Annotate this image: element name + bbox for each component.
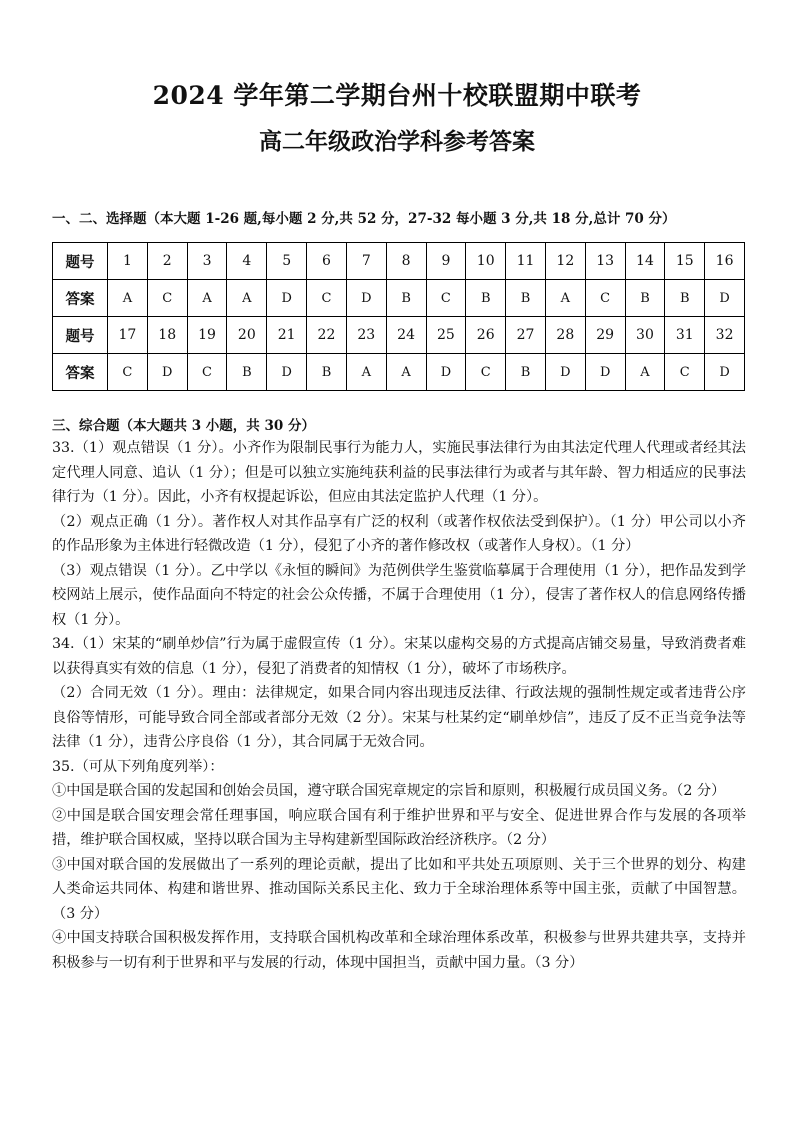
answer-cell: C xyxy=(466,354,506,391)
page-title: 2024 学年第二学期台州十校联盟期中联考 xyxy=(152,81,642,110)
answer-cell: A xyxy=(625,354,665,391)
table-row xyxy=(53,317,745,354)
answer-cell: A xyxy=(187,280,227,317)
question-number-cell: 27 xyxy=(506,317,546,354)
answer-cell: D xyxy=(267,280,307,317)
answer-paragraph: ①中国是联合国的发起国和创始会员国，遵守联合国宪章规定的宗旨和原则，积极履行成员国义务。（2 分） xyxy=(52,783,726,799)
question-number-cell: 4 xyxy=(227,243,267,280)
answer-cell: C xyxy=(665,354,705,391)
answer-cell: A xyxy=(545,280,585,317)
table-row xyxy=(53,243,745,280)
question-number-cell: 6 xyxy=(307,243,347,280)
question-number-cell: 32 xyxy=(705,317,745,354)
question-number-cell: 5 xyxy=(267,243,307,280)
table-row xyxy=(53,280,745,317)
question-number-cell: 15 xyxy=(665,243,705,280)
question-number-cell: 20 xyxy=(227,317,267,354)
question-number-cell: 28 xyxy=(545,317,585,354)
question-number-cell: 8 xyxy=(386,243,426,280)
answer-paragraph: ④中国支持联合国积极发挥作用，支持联合国机构改革和全球治理体系改革，积极参与世界共建共享，支持并积极参与一切有利于世界和平与发展的行动，体现中国担当，贡献中国力量。（3 分） xyxy=(52,930,746,971)
question-number-cell: 14 xyxy=(625,243,665,280)
section-heading-comprehensive: 三、综合题（本大题共 3 小题，共 30 分） xyxy=(52,418,315,434)
question-number-cell: 17 xyxy=(108,317,148,354)
answer-cell: D xyxy=(545,354,585,391)
answer-cell: D xyxy=(705,354,745,391)
answer-cell: B xyxy=(625,280,665,317)
answer-cell: D xyxy=(147,354,187,391)
page-subtitle: 高二年级政治学科参考答案 xyxy=(259,128,535,155)
question-number-cell: 11 xyxy=(506,243,546,280)
answer-cell: C xyxy=(147,280,187,317)
question-number-cell: 19 xyxy=(187,317,227,354)
question-number-cell: 7 xyxy=(346,243,386,280)
answer-cell: B xyxy=(466,280,506,317)
question-number-cell: 12 xyxy=(545,243,585,280)
question-number-cell: 26 xyxy=(466,317,506,354)
table-row xyxy=(53,354,745,391)
answer-paragraph: （2）观点正确（1 分）。著作权人对其作品享有广泛的权利（或著作权依法受到保护）。（1 分）甲公司以小齐的作品形象为主体进行轻微改造（1 分），侵犯了小齐的著作修改权（或著作人身权）。（1 分） xyxy=(52,513,746,554)
answer-cell: B xyxy=(506,354,546,391)
answer-cell: C xyxy=(307,280,347,317)
question-number-cell: 29 xyxy=(585,317,625,354)
answer-paragraph: ③中国对联合国的发展做出了一系列的理论贡献，提出了比如和平共处五项原则、关于三个世界的划分、构建人类命运共同体、构建和谐世界、推动国际关系民主化、致力于全球治理体系等中国主张，贡献了中国智慧。（3 分） xyxy=(52,856,746,922)
question-number-cell: 31 xyxy=(665,317,705,354)
row-label: 题号 xyxy=(53,243,108,280)
section-heading-choice: 一、二、选择题（本大题 1-26 题,每小题 2 分,共 52 分，27-32 每小题 3 分,共 18 分,总计 70 分） xyxy=(52,211,676,227)
answer-body xyxy=(52,436,746,975)
question-number-cell: 22 xyxy=(307,317,347,354)
answer-cell: B xyxy=(386,280,426,317)
answer-cell: D xyxy=(585,354,625,391)
answer-cell: B xyxy=(506,280,546,317)
answer-cell: C xyxy=(426,280,466,317)
answer-cell: D xyxy=(705,280,745,317)
answer-paragraph: ②中国是联合国安理会常任理事国，响应联合国有利于维护世界和平与安全、促进世界合作与发展的各项举措，维护联合国权威，坚持以联合国为主导构建新型国际政治经济秩序。（2 分） xyxy=(52,807,746,848)
answer-cell: D xyxy=(346,280,386,317)
question-number-cell: 18 xyxy=(147,317,187,354)
answer-cell: B xyxy=(665,280,705,317)
question-number-cell: 24 xyxy=(386,317,426,354)
row-label: 答案 xyxy=(53,280,108,317)
question-number-cell: 16 xyxy=(705,243,745,280)
answer-cell: C xyxy=(108,354,148,391)
row-label: 答案 xyxy=(53,354,108,391)
answer-paragraph: 35.（可从下列角度列举）： xyxy=(52,758,224,775)
answer-cell: C xyxy=(187,354,227,391)
question-number-cell: 1 xyxy=(108,243,148,280)
row-label: 题号 xyxy=(53,317,108,354)
question-number-cell: 25 xyxy=(426,317,466,354)
answer-table xyxy=(52,242,745,391)
question-number-cell: 13 xyxy=(585,243,625,280)
answer-cell: A xyxy=(227,280,267,317)
answer-paragraph: （2）合同无效（1 分）。理由：法律规定，如果合同内容出现违反法律、行政法规的强制性规定或者违背公序良俗等情形，可能导致合同全部或者部分无效（2 分）。宋某与杜某约定“刷单炒信”，违反了反不正当竞争法等法律（1 分），违背公序良俗（1 分），其合同属于无效合同。 xyxy=(52,685,746,750)
answer-paragraph: 33.（1）观点错误（1 分）。小齐作为限制民事行为能力人，实施民事法律行为由其法定代理人代理或者经其法定代理人同意、追认（1 分）；但是可以独立实施纯获利益的民事法律行为或者与其年龄、智力相适应的民事法律行为（1 分）。因此，小齐有权提起诉讼，但应由其法定监护人代理（1 分）。 xyxy=(52,440,746,505)
answer-paragraph: （3）观点错误（1 分）。乙中学以《永恒的瞬间》为范例供学生鉴赏临摹属于合理使用（1 分），把作品发到学校网站上展示，使作品面向不特定的社会公众传播，不属于合理使用（1 分），侵害了著作权人的信息网络传播权（1 分）。 xyxy=(52,562,746,628)
answer-cell: C xyxy=(585,280,625,317)
question-number-cell: 30 xyxy=(625,317,665,354)
question-number-cell: 23 xyxy=(346,317,386,354)
question-number-cell: 3 xyxy=(187,243,227,280)
answer-cell: D xyxy=(267,354,307,391)
question-number-cell: 10 xyxy=(466,243,506,280)
question-number-cell: 9 xyxy=(426,243,466,280)
answer-cell: B xyxy=(227,354,267,391)
question-number-cell: 2 xyxy=(147,243,187,280)
answer-cell: A xyxy=(108,280,148,317)
answer-cell: A xyxy=(346,354,386,391)
answer-cell: D xyxy=(426,354,466,391)
question-number-cell: 21 xyxy=(267,317,307,354)
answer-cell: A xyxy=(386,354,426,391)
answer-paragraph: 34.（1）宋某的“刷单炒信”行为属于虚假宣传（1 分）。宋某以虚构交易的方式提高店铺交易量，导致消费者难以获得真实有效的信息（1 分），侵犯了消费者的知情权（1 分），破坏了市场秩序。 xyxy=(52,636,746,677)
answer-cell: B xyxy=(307,354,347,391)
